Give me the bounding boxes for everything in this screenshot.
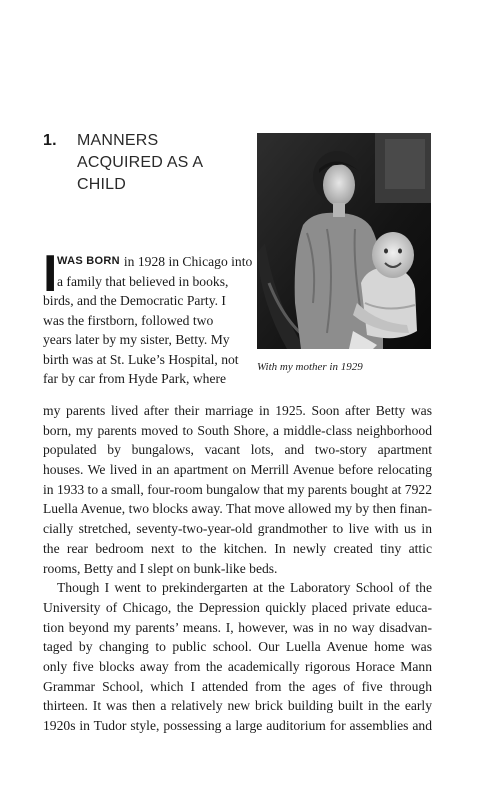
narrow-line-text: birds, and the Democratic Party. I — [43, 293, 226, 308]
narrow-line-3 — [43, 291, 243, 311]
narrow-line-text: was the firstborn, followed two — [43, 312, 214, 328]
lead-in-text: WAS BORN — [57, 255, 120, 267]
wide-line: 1920s in Tudor style, possessing a large auditorium for assemblies and — [43, 718, 432, 733]
wide-line: thirteen. It was then a relatively new brick building built in the early — [43, 698, 432, 714]
chapter-number: 1. — [43, 132, 57, 149]
wide-line: cially stretched, seventy-two-year-old grandmother to live with us in — [43, 521, 432, 537]
family-photo — [257, 133, 431, 349]
wide-line-indent: Though I went to prekindergarten at the Laboratory School of the — [57, 580, 432, 596]
photo-caption: With my mother in 1929 — [257, 361, 363, 373]
photo-illustration — [257, 133, 431, 349]
narrow-line-text: in 1928 in Chicago into — [123, 254, 253, 269]
wide-line: Luella Avenue, two blocks away. That move allowed my by then finan- — [43, 501, 432, 517]
wide-line: tion beyond my parents’ means. I, however, was in no way disadvan- — [43, 619, 432, 635]
wide-line: the rear bedroom next to the kitchen. In newly created tiny attic — [43, 540, 432, 556]
wide-line: Grammar School, which I attended from the ages of five through — [43, 678, 432, 694]
wide-line: houses. We lived in an apartment on Merrill Avenue before relocating — [43, 462, 432, 478]
wide-line: my parents lived after their marriage in 1925. Soon after Betty was — [43, 403, 432, 418]
narrow-line-text: birth was at St. Luke’s Hospital, not — [43, 351, 239, 367]
narrow-line-5 — [43, 330, 243, 350]
wide-line: born, my parents moved to South Shore, a middle-class neighborhood — [43, 422, 432, 438]
chapter-title: MANNERS ACQUIRED AS A CHILD — [77, 132, 203, 193]
wide-line: in 1933 to a small, four-room bungalow that my parents bought at 7922 — [43, 481, 432, 497]
narrow-line-2 — [43, 272, 243, 292]
opening-paragraph-narrow — [43, 245, 253, 389]
wide-line: rooms, Betty and I slept on bunk-like beds. — [43, 560, 278, 576]
narrow-line-text: far by car from Hyde Park, where — [43, 371, 227, 386]
drop-cap: I — [43, 245, 58, 303]
narrow-line-4 — [43, 311, 243, 331]
wide-line: University of Chicago, the Depression quickly placed private educa- — [43, 599, 432, 615]
wide-line: populated by bungalows, vacant lots, and two-story apartment — [43, 442, 432, 458]
narrow-line-7 — [43, 369, 243, 389]
narrow-line-text: a family that believed in books, — [57, 273, 229, 289]
body-text-wide — [43, 401, 432, 736]
narrow-line-1 — [43, 252, 253, 272]
wide-line: taged by changing to public school. Our Luella Avenue home was — [43, 639, 432, 655]
wide-line: only five blocks away from the academically rigorous Horace Mann — [43, 658, 432, 674]
narrow-line-6 — [43, 350, 243, 370]
narrow-line-text: years later by my sister, Betty. My — [43, 332, 230, 347]
